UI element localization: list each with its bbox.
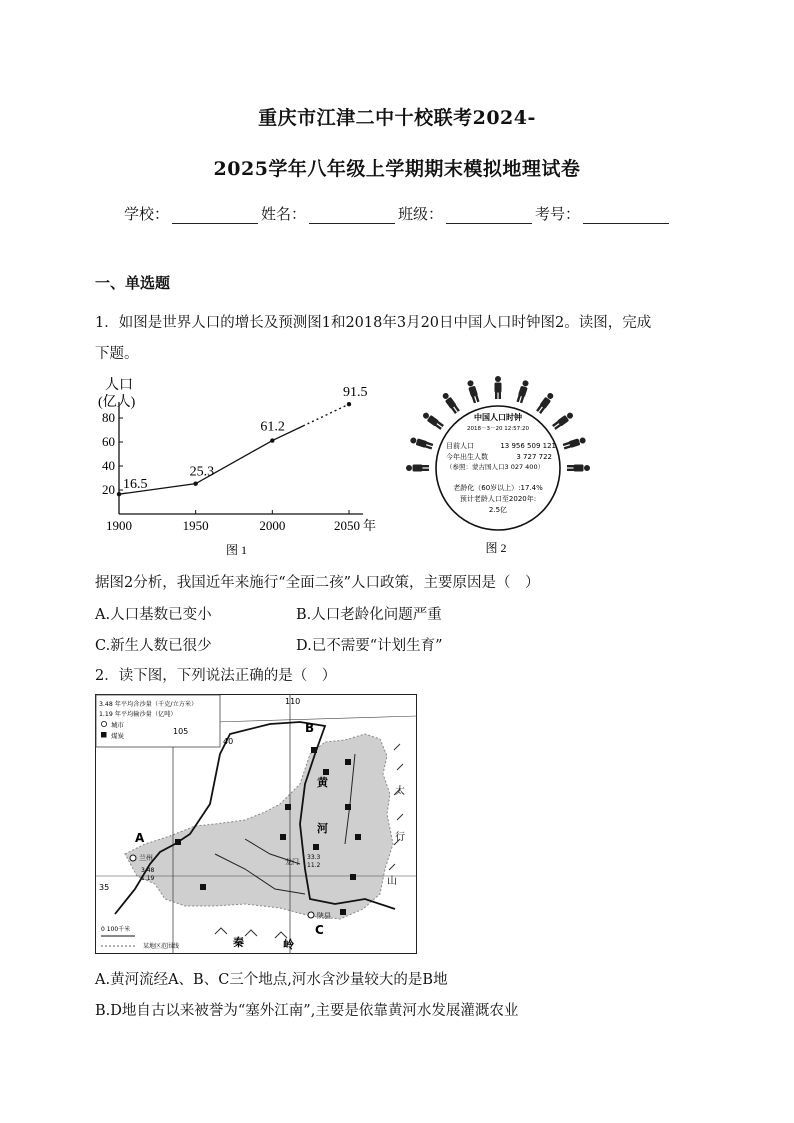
lanzhou-value-1: 3.48 [141, 867, 155, 874]
clock-row1-value: 13 956 509 121 [500, 442, 556, 450]
legend-sediment-concentration: 3.48 年平均含沙量（千克/立方米） [99, 701, 198, 708]
person-icon [563, 436, 587, 450]
person-icon [466, 379, 480, 403]
data-point [193, 481, 197, 485]
data-label: 61.2 [260, 419, 285, 435]
population-clock [392, 370, 612, 560]
clock-row1-label: 目前人口 [446, 442, 474, 450]
data-label: 16.5 [123, 477, 148, 493]
figure-1-caption: 图 1 [226, 543, 248, 557]
name-blank[interactable] [309, 209, 395, 224]
clock-title: 中国人口时钟 [474, 413, 522, 422]
lanzhou-value-2: 1.19 [141, 875, 155, 882]
yellow-river-map [95, 694, 417, 958]
lon-105: 105 [173, 727, 189, 736]
mountain-hang: 行 [395, 832, 405, 843]
q1-text-line2: 下题。 [95, 346, 139, 362]
person-icon [552, 411, 575, 430]
person-icon [516, 379, 530, 403]
x-tick-label: 1950 [182, 518, 209, 533]
q1-option-d[interactable]: D.已不需要“计划生育” [296, 638, 443, 654]
shanxian-label: 陕县 [317, 912, 331, 920]
y-axis-title-1: 人口 [105, 378, 133, 393]
map-svg [95, 694, 417, 954]
site-c-label: C [315, 923, 324, 937]
qinling-2: 岭 [283, 938, 294, 951]
figure-2 [392, 370, 612, 564]
site-a-label: A [135, 831, 145, 845]
lanzhou-label: 兰州 [139, 854, 153, 862]
legend-sediment-load: 1.19 年平均输沙量（亿吨） [99, 711, 177, 718]
data-point [117, 492, 121, 496]
person-icon [406, 465, 429, 472]
map-boundary-legend: 某地区范围线 [143, 943, 180, 950]
x-tick-label: 2050 [334, 518, 360, 533]
clock-aging-3: 2.5亿 [488, 506, 508, 514]
school-label: 学校： [124, 205, 170, 223]
exam-number-label: 考号： [535, 205, 581, 223]
exam-number-blank[interactable] [583, 209, 669, 224]
q2-option-b[interactable]: B.D地自古以来被誉为“塞外江南”,主要是依靠黄河水发展灌溉农业 [95, 1003, 519, 1019]
x-tick-label: 2000 [259, 518, 286, 533]
school-blank[interactable] [172, 209, 258, 224]
y-tick-label: 40 [102, 458, 115, 473]
data-point [270, 438, 274, 442]
q1-text-line1: 1．如图是世界人口的增长及预测图1和2018年3月20日中国人口时钟图2。读图，完成 [95, 315, 652, 331]
mountain-tai: 太 [395, 786, 405, 797]
data-label: 25.3 [189, 464, 215, 480]
person-icon [567, 465, 590, 472]
lon-110: 110 [285, 697, 301, 706]
person-icon [409, 436, 433, 450]
x-axis-unit: 年 [363, 518, 377, 533]
longmen-value-2: 11.2 [307, 862, 321, 869]
q1-option-a[interactable]: A.人口基数已变小 [95, 607, 212, 623]
legend-city: 城市 [111, 721, 124, 729]
y-tick-label: 60 [102, 434, 115, 449]
lat-40: 40 [223, 737, 234, 746]
map-scale: 0 100千米 [101, 926, 131, 933]
figure-2-caption: 图 2 [485, 541, 507, 555]
clock-aging-2: 预计老龄人口至2020年: [459, 495, 537, 503]
legend-coal: 煤炭 [111, 732, 124, 740]
class-blank[interactable] [446, 209, 532, 224]
q1-option-c[interactable]: C.新生人数已很少 [95, 638, 212, 654]
q1-stem: 据图2分析，我国近年来施行“全面二孩”人口政策，主要原因是（ ） [95, 575, 540, 591]
data-point [347, 402, 351, 406]
exam-title-line1: 重庆市江津二中十校联考2024- [258, 107, 536, 129]
q2-option-a[interactable]: A.黄河流经A、B、C三个地点,河水含沙量较大的是B地 [95, 972, 448, 988]
qinling-1: 秦 [233, 936, 244, 949]
clock-aging-1: 老龄化（60岁以上）:17.4% [453, 484, 543, 492]
population-line-chart [93, 372, 393, 564]
person-icon [441, 392, 460, 415]
clock-row3: （参照：蒙古国人口3 027 400） [446, 463, 545, 471]
y-axis-title-2: (亿人) [98, 395, 136, 410]
clock-datetime: 2018－3－20 12:57:20 [467, 426, 529, 432]
y-tick-label: 80 [102, 410, 115, 425]
person-icon [536, 392, 555, 415]
population-line-projected [303, 404, 349, 426]
exam-title-line2: 2025学年八年级上学期期末模拟地理试卷 [213, 158, 581, 180]
person-icon [495, 376, 502, 399]
class-label: 班级： [398, 205, 444, 223]
lat-35: 35 [99, 883, 110, 892]
x-tick-label: 1900 [106, 518, 132, 533]
clock-row2-label: 今年出生人数 [446, 453, 488, 461]
longmen-label: 龙门 [285, 858, 299, 866]
figure-1 [93, 372, 393, 568]
section-heading: 一、单选题 [95, 274, 171, 292]
q2-stem: 2．读下图，下列说法正确的是（ ） [95, 668, 337, 684]
q1-option-b[interactable]: B.人口老龄化问题严重 [296, 607, 442, 623]
name-label: 姓名： [261, 205, 307, 223]
data-label: 91.5 [343, 385, 368, 401]
y-tick-label: 20 [102, 482, 115, 497]
site-b-label: B [305, 721, 315, 735]
clock-row2-value: 3 727 722 [516, 453, 552, 461]
person-icon [422, 411, 445, 430]
river-label-2: 河 [317, 822, 328, 835]
student-info-row [124, 203, 672, 224]
mountain-shan: 山 [387, 876, 397, 887]
longmen-value-1: 33.3 [307, 854, 321, 861]
river-label-1: 黄 [317, 776, 328, 789]
